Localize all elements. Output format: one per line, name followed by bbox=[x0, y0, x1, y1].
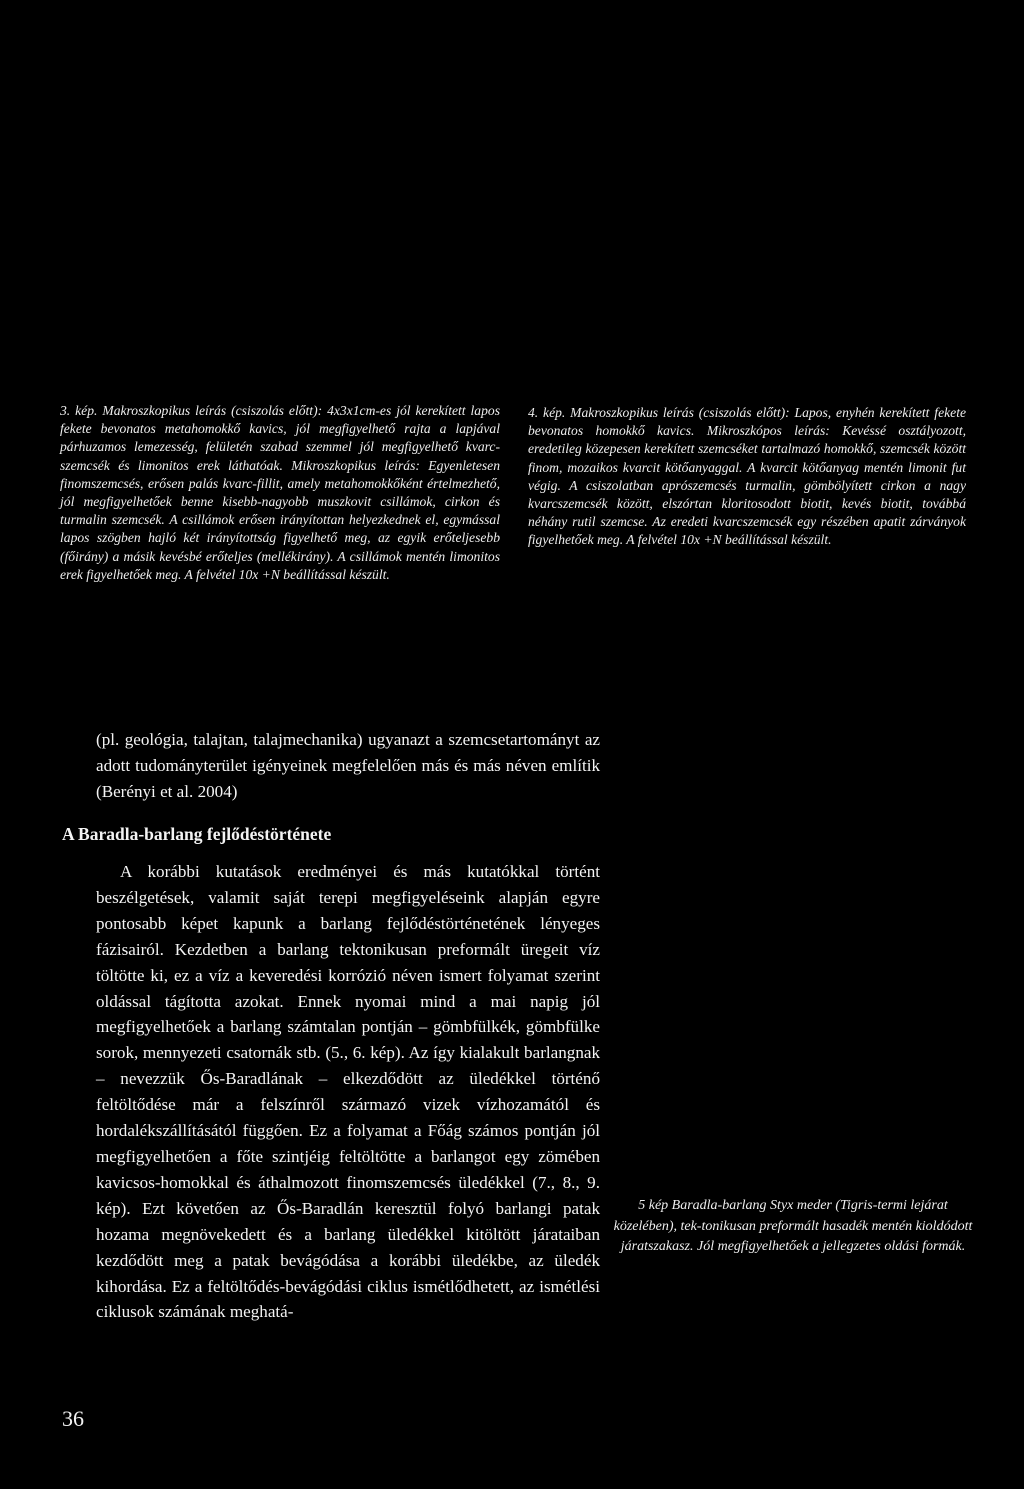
section-paragraph-text: A korábbi kutatások eredményei és más kutatókkal történt beszélgetések, valamit saját terepi megfigyeléseink alapján egyre pontosabb képet kapunk a barlang fejlődéstörténetének lényeges fázisairól. Kezdetben a barlang tektonikusan preformált üregeit víz töltötte ki, ez a víz a keveredési korrózió néven ismert folyamat szerint oldással tágította azokat. Ennek nyomai mind a mai napig jól megfigyelhetőek a barlang számtalan pontján – gömbfülkék, gömbfülke sorok, mennyezeti csatornák stb. (5., 6. kép). Az így kialakult barlangnak – nevezzük Ős-Baradlának – elkezdődött az üledékkel történő feltöltődése már a felszínről származó vizek vízhozamától és hordalékszállításától függően. Ez a folyamat a Főág számos pontján jól megfigyelhetően a főte szintjéig feltöltötte a barlangot egy zömében kavicsos-homokkal és áthalmozott finomszemcsés üledékkel (7., 8., 9. kép). Ezt követően az Ős-Baradlán keresztül folyó barlangi patak hozama megnövekedett és a barlang üledékkel kitöltött járataiban kezdődött meg a patak bevágódása a korábbi üledékbe, az üledék kihordása. Ez a feltöltődés-bevágódási ciklus ismétlődhetett, az ismétlési ciklusok számának meghatá- bbox=[96, 862, 600, 1322]
page-number: 36 bbox=[62, 1406, 84, 1431]
figure-4-caption: 4. kép. Makroszkopikus leírás (csiszolás előtt): Lapos, enyhén kerekített fekete bevonatos homokkő kavics. Mikroszkópos leírás: Kevéssé osztályozott, eredetileg közepesen kerekített szemcséket tartalmazó homokkő, szemcsék között finom, mozaikos kvarcit kötőanyaggal. A kvarcit kötőanyag mentén limonit fut végig. A csiszolatban aprószemcsés turmalin, gömbölyített cirkon a nagy kvarcszemcsék között, elszórtan kloritosodott biotit, kevés biotit, továbbá néhány rutil szemcse. Az eredeti kvarcszemcsék egy részében apatit zárványok figyelhetőek meg. A felvétel 10x +N beállítással készült. bbox=[528, 405, 966, 548]
section-paragraph bbox=[96, 859, 600, 1325]
section-heading: A Baradla-barlang fejlődéstörténete bbox=[62, 824, 332, 844]
paragraph-continuation: (pl. geológia, talajtan, talajmechanika) ugyanazt a szemcsetartományt az adott tudományterület igényeinek megfelelően más és más néven említik (Berényi et al. 2004) bbox=[96, 730, 600, 801]
figure-5-caption: 5 kép Baradla-barlang Styx meder (Tigris-termi lejárat közelében), tek-tonikusan preformált hasadék mentén kioldódott járatszakasz. Jól megfigyelhetőek a jellegzetes oldási formák. bbox=[613, 1198, 973, 1254]
figure-3-caption: 3. kép. Makroszkopikus leírás (csiszolás előtt): 4x3x1cm-es jól kerekített lapos fekete bevonatos metahomokkő kavics, jól megfigyelhető rajta a lapjával párhuzamos lemezesség, felületén szabad szemmel jól megfigyelhető kvarc-szemcsék és limonitos erek láthatóak. Mikroszkopikus leírás: Egyenletesen finomszemcsés, erősen palás kvarc-fillit, amely metahomokkőként értelmezhető, jól megfigyelhetőek benne kisebb-nagyobb muszkovit csillámok, cirkon és turmalin szemcsék. A csillámok erősen irányítottan helyezkednek el, egymással lapos szögben hajló két irányítottság figyelhető meg, az egyik erőteljesebb (főirány) a másik kevésbé erőteljes (mellékirány). A csillámok mentén limonitos erek figyelhetőek meg. A felvétel 10x +N beállítással készült. bbox=[60, 403, 500, 582]
